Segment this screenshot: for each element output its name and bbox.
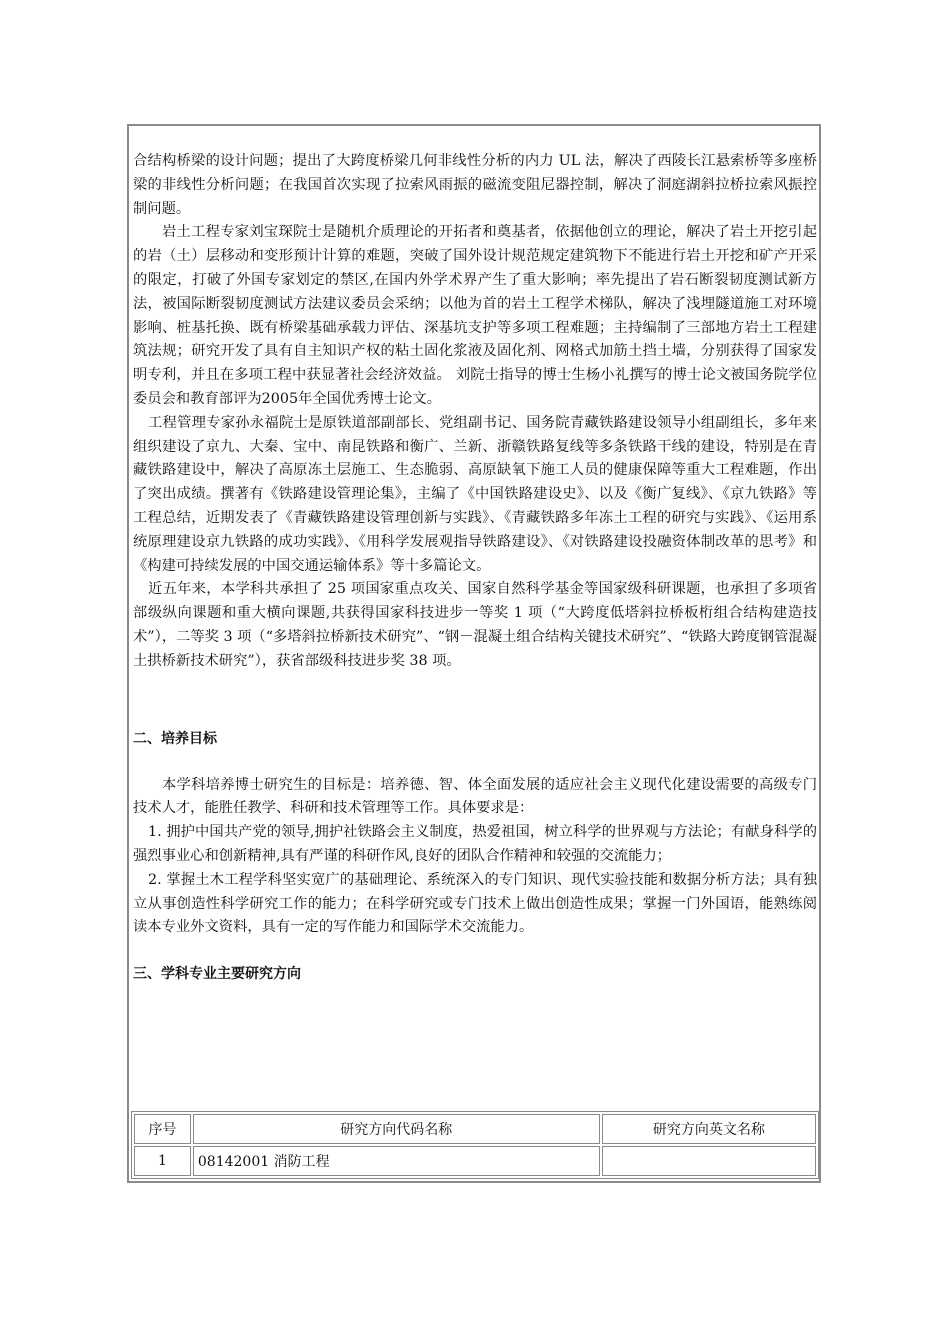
document-content [133,150,817,986]
cell-english-name [602,1146,816,1176]
column-header-english-name: 研究方向英文名称 [602,1114,816,1144]
cell-code-name: 08142001 消防工程 [193,1146,600,1176]
paragraph-geotechnical-expert: 岩土工程专家刘宝琛院士是随机介质理论的开拓者和奠基者，依据他创立的理论，解决了岩土开挖引起的岩（土）层移动和变形预计计算的难题，突破了国外设计规范规定建筑物下不能进行岩土开挖和矿产开采的限定，打破了外国专家划定的禁区,在国内外学术界产生了重大影响；率先提出了岩石断裂韧度测试新方法，被国际断裂韧度测试方法建议委员会采纳；以他为首的岩土工程学术梯队，解决了浅埋隧道施工对环境影响、桩基托换、既有桥梁基础承载力评估、深基坑支护等多项工程难题；主持编制了三部地方岩土工程建筑法规；研究开发了具有自主知识产权的粘土固化浆液及固化剂、网格式加筋土挡土墙，分别获得了国家发明专利，并且在多项工程中获显著社会经济效益。 刘院士指导的博士生杨小礼撰写的博士论文被国务院学位委员会和教育部评为2005年全国优秀博士论文。 [133,224,817,407]
research-direction-table [131,1111,819,1179]
paragraph-training-intro: 本学科培养博士研究生的目标是：培养德、智、体全面发展的适应社会主义现代化建设需要的高级专门技术人才，能胜任教学、科研和技术管理等工作。具体要求是： [133,776,817,817]
column-header-code-name: 研究方向代码名称 [193,1114,600,1144]
table-header-row [134,1114,816,1144]
research-direction-table-wrapper [131,1111,819,1179]
paragraph-bridge-engineering: 合结构桥梁的设计问题；提出了大跨度桥梁几何非线性分析的内力 UL 法，解决了西陵长江悬索桥等多座桥梁的非线性分析问题；在我国首次实现了拉索风雨振的磁流变阻尼器控制，解决了洞庭湖斜拉桥拉索风振控制问题。 [133,153,817,217]
paragraph-requirement-1: 1. 拥护中国共产党的领导,拥护社铁路会主义制度，热爱祖国，树立科学的世界观与方法论；有献身科学的强烈事业心和创新精神,具有严谨的科研作风,良好的团队合作精神和较强的交流能力； [133,824,817,864]
section-heading-training-goals: 二、培养目标 [133,730,217,747]
section-heading-research-directions: 三、学科专业主要研究方向 [133,966,301,983]
paragraph-requirement-2: 2. 掌握土木工程学科坚实宽广的基础理论、系统深入的专门知识、现代实验技能和数据分析方法；具有独立从事创造性科学研究工作的能力；在科学研究或专门技术上做出创造性成果；掌握一门外国语，能熟练阅读本专业外文资料，具有一定的写作能力和国际学术交流能力。 [133,871,817,936]
document-frame [127,124,821,1183]
paragraph-research-achievements: 近五年来，本学科共承担了 25 项国家重点攻关、国家自然科学基金等国家级科研课题，也承担了多项省部级纵向课题和重大横向课题,共获得国家科技进步一等奖 1 项（“大跨度低塔斜拉桥板桁组合结构建造技术”），二等奖 3 项（“多塔斜拉桥新技术研究”、“钢－混凝土组合结构关键技术研究”、“铁路大跨度钢管混凝土拱桥新技术研究”），获省部级科技进步奖 38 项。 [133,581,817,669]
cell-number: 1 [134,1146,191,1176]
paragraph-engineering-management: 工程管理专家孙永福院士是原铁道部副部长、党组副书记、国务院青藏铁路建设领导小组副组长，多年来组织建设了京九、大秦、宝中、南昆铁路和衡广、兰新、浙赣铁路复线等多条铁路干线的建设，特别是在青藏铁路建设中，解决了高原冻土层施工、生态脆弱、高原缺氧下施工人员的健康保障等重大工程难题，作出了突出成绩。撰著有《铁路建设管理论集》，主编了《中国铁路建设史》、以及《衡广复线》、《京九铁路》等工程总结，近期发表了《青藏铁路建设管理创新与实践》、《青藏铁路多年冻土工程的研究与实践》、《运用系统原理建设京九铁路的成功实践》、《用科学发展观指导铁路建设》、《对铁路建设投融资体制改革的思考》和《构建可持续发展的中国交通运输体系》等十多篇论文。 [133,414,817,574]
column-header-number: 序号 [134,1114,191,1144]
table-row [134,1146,816,1176]
